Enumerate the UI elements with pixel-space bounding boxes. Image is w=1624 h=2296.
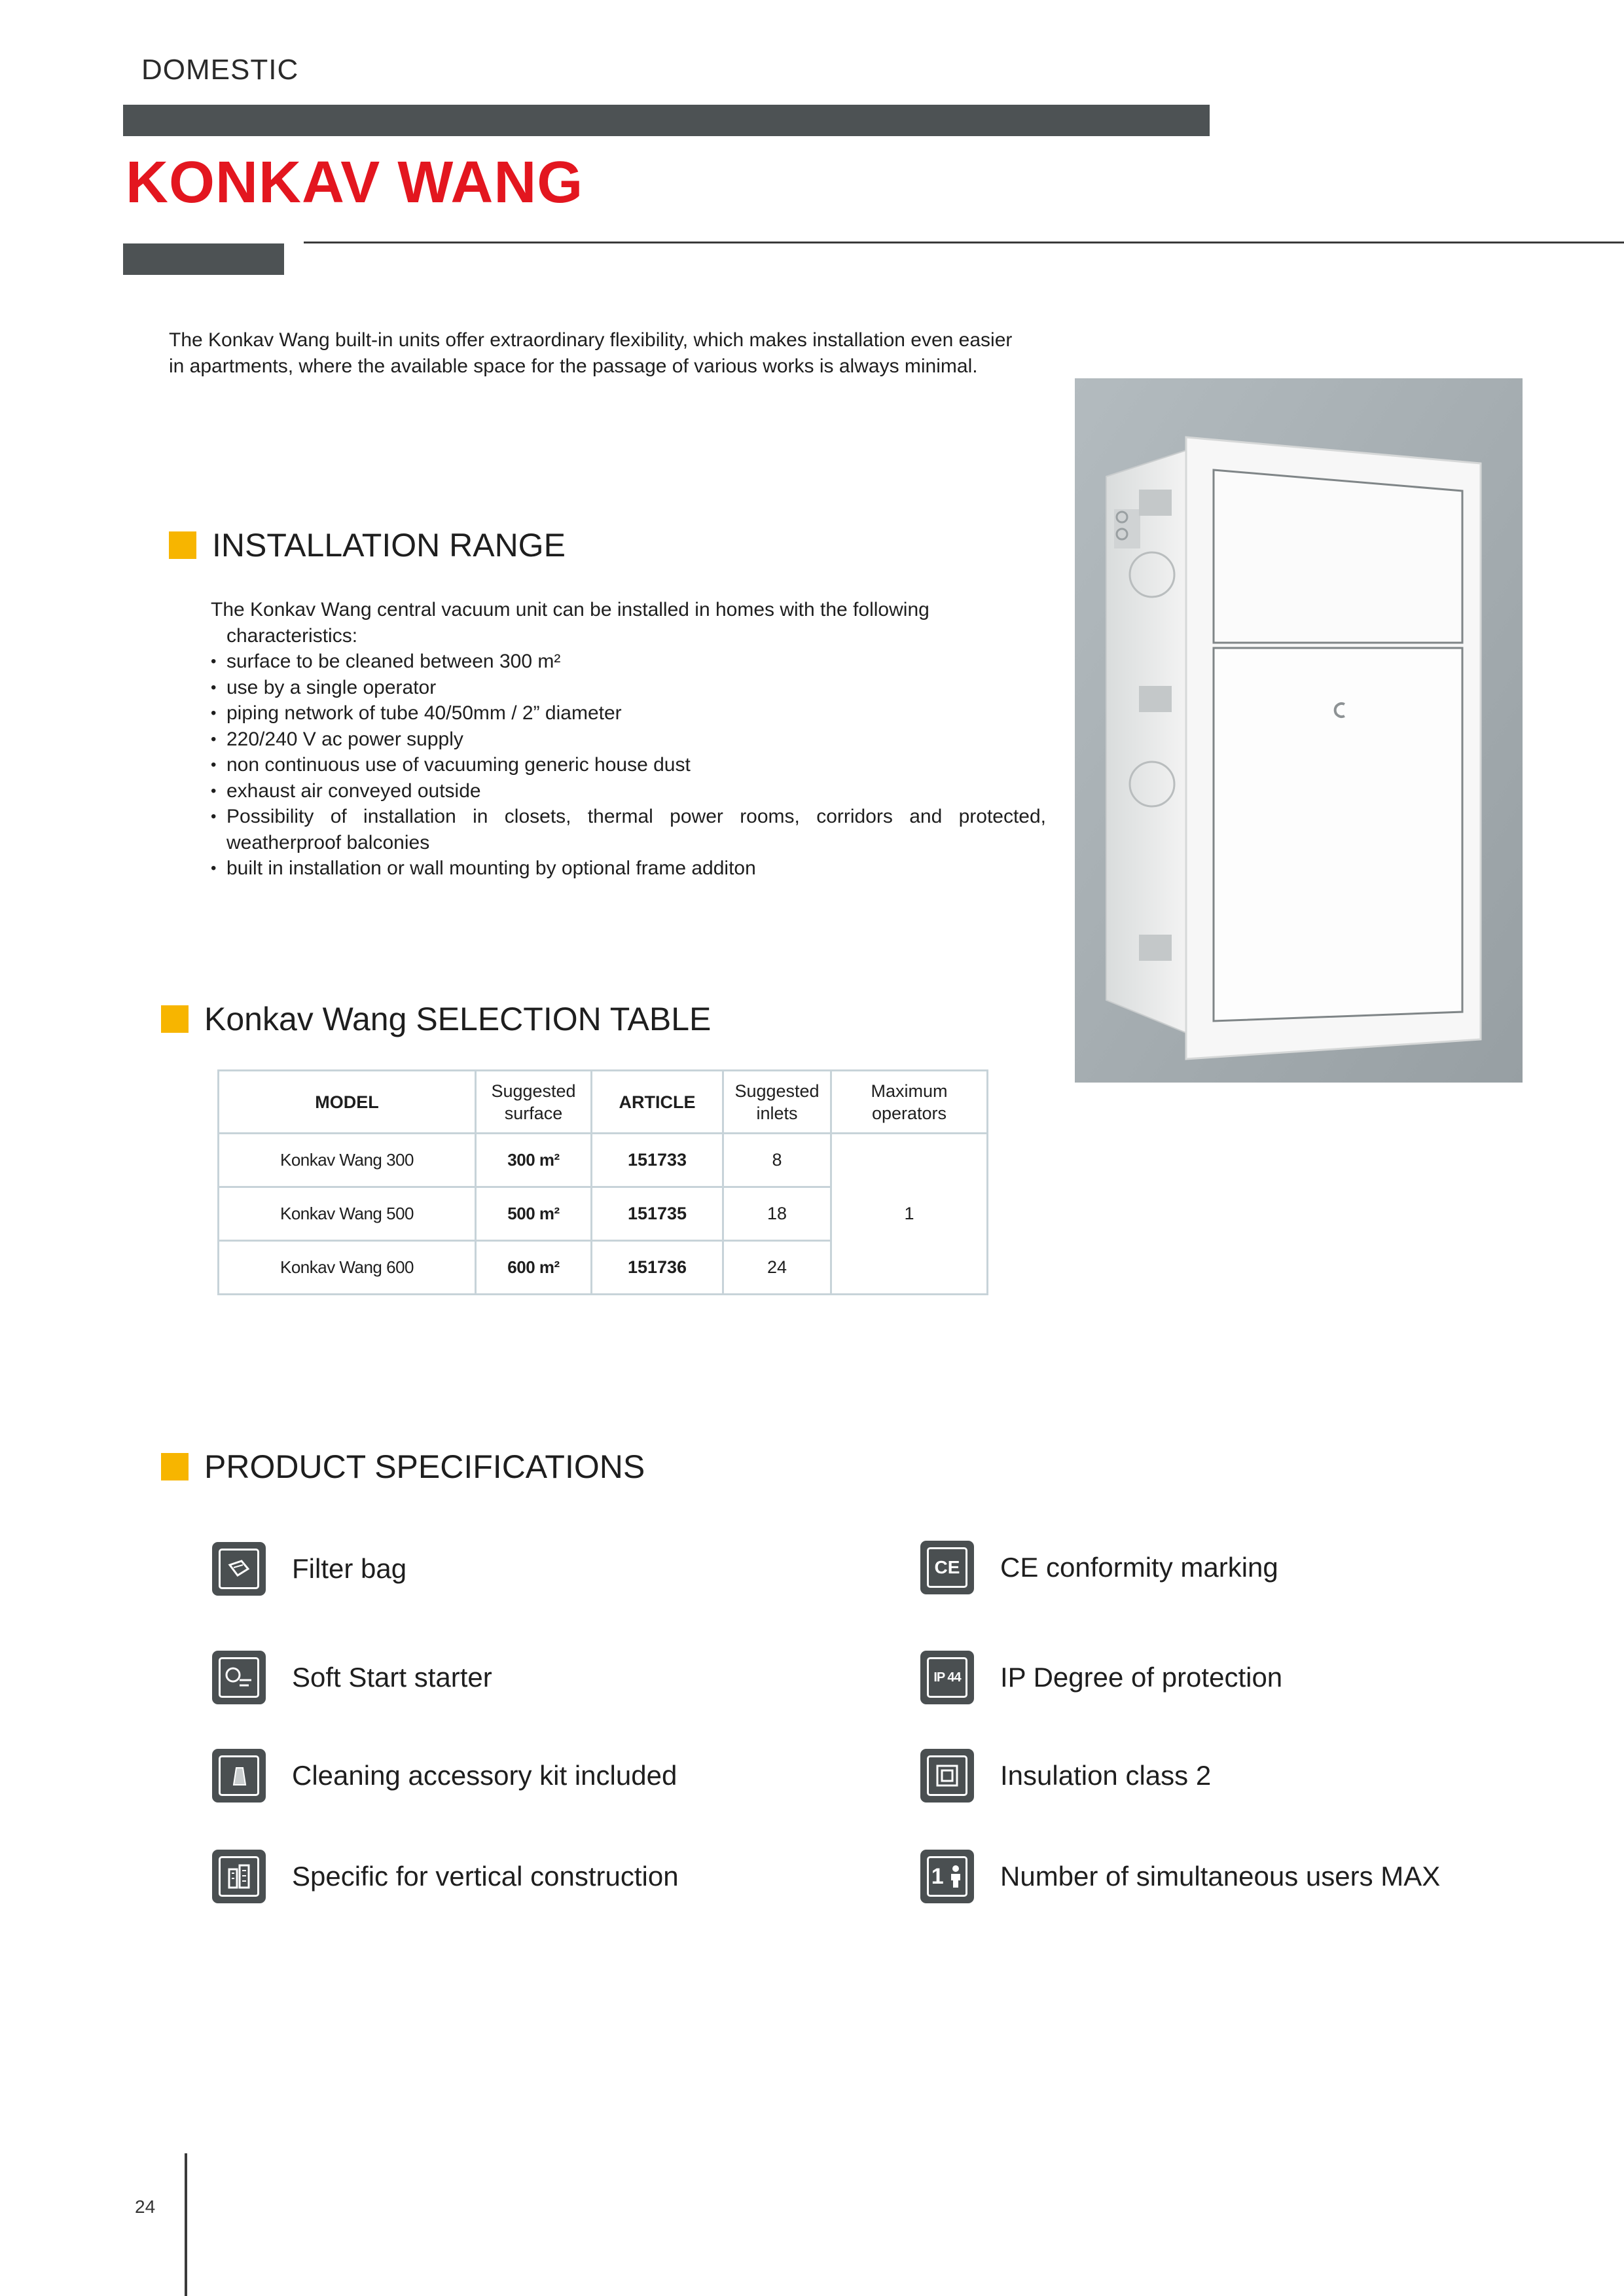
col-operators: Maximum operators	[831, 1071, 988, 1134]
insulation-class-icon	[920, 1749, 974, 1803]
cell-inlets: 18	[723, 1187, 831, 1241]
intro-line-2: in apartments, where the available space for the passage of various works is always minimal.	[169, 355, 978, 377]
specs-heading-text: PRODUCT SPECIFICATIONS	[204, 1448, 645, 1485]
spec-vertical-construction	[212, 1850, 679, 1903]
cell-model: Konkav Wang 500	[219, 1187, 476, 1241]
cell-max-operators: 1	[831, 1134, 988, 1295]
spec-label: IP Degree of protection	[1000, 1662, 1283, 1693]
table-header-row	[219, 1071, 988, 1134]
product-image	[1075, 378, 1523, 1083]
list-item: • use by a single operator	[211, 675, 1046, 701]
col-inlets: Suggested inlets	[723, 1071, 831, 1134]
cell-article: 151733	[592, 1134, 723, 1187]
spec-label: Soft Start starter	[292, 1662, 492, 1693]
page-number: 24	[135, 2197, 156, 2217]
ce-marking-icon: CE	[920, 1541, 974, 1594]
list-item: • piping network of tube 40/50mm / 2” diameter	[211, 700, 1046, 726]
list-item: • non continuous use of vacuuming generic house dust	[211, 752, 1046, 778]
spec-accessory-kit	[212, 1749, 677, 1803]
title-accent-bar	[123, 243, 284, 275]
col-surface: Suggested surface	[476, 1071, 592, 1134]
col-model: MODEL	[219, 1071, 476, 1134]
cell-surface: 500 m²	[476, 1187, 592, 1241]
built-in-unit-illustration	[1075, 378, 1523, 1083]
cell-model: Konkav Wang 600	[219, 1241, 476, 1295]
footer-divider	[185, 2153, 187, 2296]
selection-table	[217, 1069, 988, 1295]
spec-label: CE conformity marking	[1000, 1552, 1278, 1583]
cell-model: Konkav Wang 300	[219, 1134, 476, 1187]
heading-bullet	[169, 531, 196, 559]
selection-heading	[161, 1000, 711, 1038]
cell-surface: 600 m²	[476, 1241, 592, 1295]
spec-ce-marking	[920, 1541, 1278, 1594]
col-article: ARTICLE	[592, 1071, 723, 1134]
page-title: KONKAV WANG	[126, 150, 584, 215]
users-max-icon: 1	[920, 1850, 974, 1903]
ip-protection-icon: IP 44	[920, 1651, 974, 1704]
filter-bag-icon	[212, 1542, 266, 1596]
installation-lead-2: characteristics:	[226, 624, 358, 647]
category-label: DOMESTIC	[141, 54, 299, 86]
installation-lead: The Konkav Wang central vacuum unit can be installed in homes with the following	[211, 599, 929, 620]
list-item: • surface to be cleaned between 300 m²	[211, 649, 1046, 675]
spec-insulation-class	[920, 1749, 1211, 1803]
accessory-kit-icon	[212, 1749, 266, 1803]
spec-soft-start	[212, 1651, 492, 1704]
spec-label: Number of simultaneous users MAX	[1000, 1861, 1441, 1892]
intro-text	[169, 327, 1085, 380]
title-divider	[304, 242, 1624, 243]
spec-label: Filter bag	[292, 1553, 407, 1584]
soft-start-icon	[212, 1651, 266, 1704]
spec-label: Specific for vertical construction	[292, 1861, 679, 1892]
cell-surface: 300 m²	[476, 1134, 592, 1187]
selection-heading-text: Konkav Wang SELECTION TABLE	[204, 1001, 712, 1037]
table-row	[219, 1134, 988, 1187]
spec-users-max	[920, 1850, 1440, 1903]
cell-inlets: 8	[723, 1134, 831, 1187]
list-item: • exhaust air conveyed outside	[211, 778, 1046, 804]
installation-heading	[169, 526, 566, 564]
installation-text	[211, 597, 1046, 882]
spec-filter-bag	[212, 1542, 406, 1596]
intro-line-1: The Konkav Wang built-in units offer extraordinary flexibility, which makes installation even easier	[169, 329, 1013, 351]
cell-article: 151735	[592, 1187, 723, 1241]
specs-heading	[161, 1448, 645, 1486]
installation-list	[211, 649, 1046, 882]
installation-heading-text: INSTALLATION RANGE	[212, 527, 566, 564]
header-bar	[123, 105, 1210, 136]
heading-bullet	[161, 1005, 189, 1033]
cell-inlets: 24	[723, 1241, 831, 1295]
cell-article: 151736	[592, 1241, 723, 1295]
spec-label: Cleaning accessory kit included	[292, 1760, 677, 1791]
heading-bullet	[161, 1453, 189, 1480]
spec-ip-protection	[920, 1651, 1282, 1704]
list-item: • built in installation or wall mounting by optional frame additon	[211, 855, 1046, 882]
list-item: • Possibility of installation in closets, thermal power rooms, corridors and protected, weatherproof balconies	[211, 804, 1046, 855]
list-item: • 220/240 V ac power supply	[211, 726, 1046, 753]
spec-label: Insulation class 2	[1000, 1760, 1212, 1791]
vertical-construction-icon	[212, 1850, 266, 1903]
